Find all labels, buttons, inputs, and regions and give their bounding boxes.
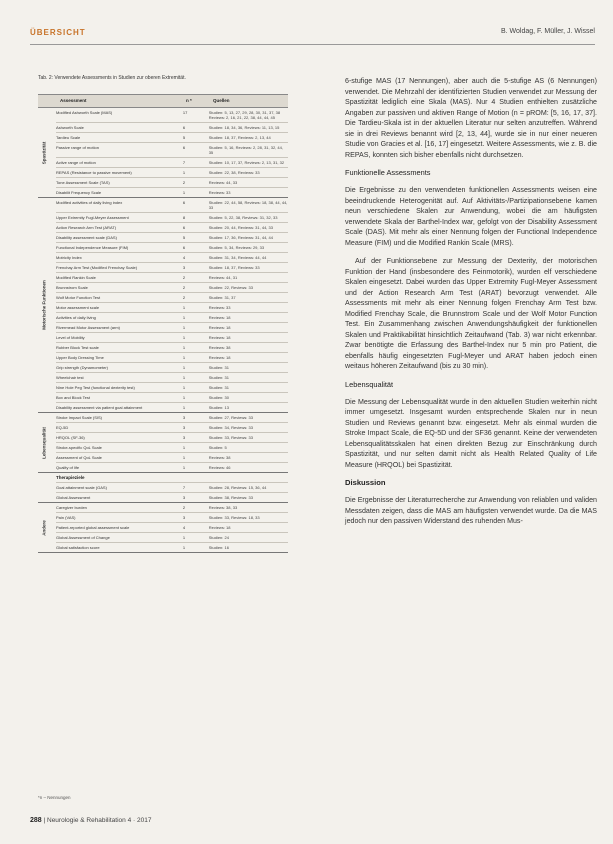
subheading-quality-of-life: Lebensqualität <box>345 379 394 389</box>
cell-assessment: Modified Rankin Scale <box>56 275 96 280</box>
cell-assessment: Stroke Impact Scale (SIS) <box>56 415 103 420</box>
journal-name: Neurologie & Rehabilitation 4 · 2017 <box>47 817 152 824</box>
cell-assessment: REPAS (Resistance to passive movement) <box>56 170 132 175</box>
cell-sources: Studien: 28, Reviews: 15, 36, 44 <box>208 485 267 490</box>
cell-sources: Studien: 38, Reviews: 33 <box>208 495 253 500</box>
cell-count: 4 <box>182 525 186 530</box>
cell-assessment: Pain (VAS) <box>56 515 76 520</box>
table-row <box>56 383 288 393</box>
cell-assessment: Frenchay Arm Test (Modified Frenchay Scale) <box>56 265 138 270</box>
cell-count: 7 <box>182 160 186 165</box>
cell-assessment: EQ-5D <box>56 425 69 430</box>
cell-assessment: Functional Independence Measure (FIM) <box>56 245 129 250</box>
cell-assessment: Action Research Arm Test (ARAT) <box>56 225 117 230</box>
cell-sources: Studien: 13 <box>208 405 229 410</box>
cell-count: 1 <box>182 405 186 410</box>
table-row <box>56 403 288 412</box>
col-header-assessment: Assessment <box>60 98 87 103</box>
cell-assessment: Box and Block Test <box>56 395 90 400</box>
table-row <box>56 108 288 123</box>
cell-assessment: Wolf Motor Function Test <box>56 295 101 300</box>
cell-assessment: Nine Hole Peg Test (functional dexterity test) <box>56 385 135 390</box>
cell-sources: Reviews: 38, 33 <box>208 505 238 510</box>
table-row <box>56 158 288 168</box>
table-group <box>38 413 288 473</box>
cell-assessment: Caregiver burden <box>56 505 87 510</box>
table-row <box>56 343 288 353</box>
cell-count: 6 <box>182 225 186 230</box>
cell-sources: Reviews: 44, 33 <box>208 180 238 185</box>
cell-count: 2 <box>182 180 186 185</box>
cell-count: 2 <box>182 295 186 300</box>
table-row <box>56 233 288 243</box>
cell-assessment: Goal attainment scale (GAS) <box>56 485 107 490</box>
table-group <box>38 108 288 198</box>
cell-sources: Studien: 31, 34, Reviews: 44, 44 <box>208 255 267 260</box>
cell-sources: Studien: 5, 16, Reviews: 2, 28, 31, 32, 44, 35 <box>208 145 283 155</box>
cell-assessment: Assessment of QoL Scale <box>56 455 102 460</box>
cell-assessment: Rivermead Motor Assessment (arm) <box>56 325 121 330</box>
cell-sources: Studien: 22, Reviews: 33 <box>208 285 253 290</box>
cell-count: 1 <box>182 365 186 370</box>
table-row <box>56 263 288 273</box>
cell-count: 1 <box>182 535 186 540</box>
table-row <box>56 443 288 453</box>
cell-count: 5 <box>182 235 186 240</box>
cell-count: 1 <box>182 345 186 350</box>
cell-count: 3 <box>182 415 186 420</box>
paragraph: Die Ergebnisse zu den verwendeten funktionellen Assessments weisen eine beeindruckende Heterogenität auf. Auf Aktivitäts-/Partizipationsebene kamen neun verschiedene Skalen zur Anwendung, wobei die am häufigsten verwendete Skala der Barthel-Index war, gefolgt von der Disability Assessment Scale (DAS). Mit mehr als einer Nennung folgen der Functional Independence Measure (FIM) und die Modified Rankin Scale (MRS). <box>345 186 597 247</box>
cell-sources: Studien: 20, 44, Reviews: 31, 44, 33 <box>208 225 273 230</box>
cell-sources: Studien: 18, 37, Reviews: 33 <box>208 265 260 270</box>
cell-count: 1 <box>182 305 186 310</box>
cell-assessment: Grip strength (Dynamometer) <box>56 365 109 370</box>
cell-sources: Reviews: 18 <box>208 315 231 320</box>
cell-count: 1 <box>182 445 186 450</box>
cell-assessment: Global Assessment of Change <box>56 535 110 540</box>
cell-assessment: HRQOL (SF-36) <box>56 435 85 440</box>
cell-count: 1 <box>182 465 186 470</box>
table-row <box>56 523 288 533</box>
cell-count: 3 <box>182 265 186 270</box>
table-row <box>56 353 288 363</box>
table-row <box>56 313 288 323</box>
table-row <box>56 243 288 253</box>
group-label-text: Motorische Funktionen <box>41 280 47 330</box>
page-number: 288 <box>30 817 42 824</box>
cell-count: 6 <box>182 200 186 205</box>
table-footnote: *n – Nennungen <box>38 795 71 800</box>
cell-sources: Studien: 33, Reviews: 33 <box>208 435 253 440</box>
cell-assessment: Modified Ashworth Scale (MAS) <box>56 110 113 115</box>
group-subheading: Therapieziele <box>56 473 288 483</box>
table-row <box>56 178 288 188</box>
cell-sources: Studien: 10, 17, 37, Reviews: 2, 13, 31, 32 <box>208 160 285 165</box>
cell-count: 3 <box>182 425 186 430</box>
table-row <box>56 533 288 543</box>
cell-count: 6 <box>182 125 186 130</box>
cell-assessment: Disability assessment scale (DAS) <box>56 235 117 240</box>
cell-sources: Studien: 31 <box>208 385 229 390</box>
cell-assessment: Tone Assessment Scale (TAS) <box>56 180 110 185</box>
table-row <box>56 363 288 373</box>
cell-count: 1 <box>182 170 186 175</box>
section-label: ÜBERSICHT <box>30 28 86 37</box>
table-header-row <box>38 94 288 108</box>
table-row <box>56 133 288 143</box>
cell-assessment: Motor assessment scale <box>56 305 100 310</box>
cell-assessment: Upper Body Dressing Time <box>56 355 104 360</box>
cell-sources: Studien: 5, 13, 27, 29, 28, 30, 31, 37, 38 Reviews: 2, 16, 21, 22, 38, 44, 44, 45 <box>208 110 281 120</box>
cell-assessment: Activities of daily living <box>56 315 96 320</box>
cell-assessment: Level of Mobility <box>56 335 85 340</box>
cell-sources: Studien: 5, 22, 38, Reviews: 31, 32, 33 <box>208 215 278 220</box>
page-footer <box>30 817 151 824</box>
cell-sources: Reviews: 38 <box>208 455 231 460</box>
cell-count: 2 <box>182 285 186 290</box>
cell-assessment: Brunnstrom Scale <box>56 285 88 290</box>
cell-count: 3 <box>182 515 186 520</box>
running-header <box>30 26 595 44</box>
table-row <box>56 483 288 493</box>
header-rule <box>30 44 595 45</box>
cell-assessment: Quality of life <box>56 465 80 470</box>
group-label <box>38 108 50 197</box>
col-header-sources: Quellen <box>213 98 230 103</box>
paragraph: Die Messung der Lebensqualität wurde in den aktuellen Studien weiterhin nicht immer umgesetzt. Insgesamt wurden entsprechende Skalen nur in neun Studien und Reviews genannt bzw. eingesetzt. Mehr als einmal wurden die Stroke Impact Scale, die EQ-5D und der SF36 genannt. Keine der verwendeten Lebensqualitätsskalen hat einen direkten Bezug zur Einschränkung durch Spastizität, und nur selten damit nicht als Health Related Quality of Life Measure (HRQOL) bei Spastizität. <box>345 397 597 469</box>
cell-sources: Studien: 17, 36, Reviews: 31, 44, 44 <box>208 235 273 240</box>
cell-sources: Studien: 31, 37 <box>208 295 236 300</box>
cell-count: 7 <box>182 485 186 490</box>
table-row <box>56 373 288 383</box>
assessment-table <box>38 94 288 553</box>
table-row <box>56 513 288 523</box>
cell-assessment: Disability assessment via patient goal attainment <box>56 405 143 410</box>
col-header-count: n * <box>186 98 192 103</box>
cell-assessment: Stroke-specific QoL Scale <box>56 445 102 450</box>
table-row <box>56 503 288 513</box>
cell-count: 6 <box>182 245 186 250</box>
table-row <box>56 333 288 343</box>
body-text-column <box>345 76 597 535</box>
cell-sources: Studien: 22, 44, 58, Reviews: 18, 38, 44, 44, 33 <box>208 200 288 210</box>
cell-assessment: Passive range of motion <box>56 145 99 150</box>
cell-count: 1 <box>182 545 186 550</box>
cell-sources: Reviews: 18 <box>208 325 231 330</box>
cell-sources: Reviews: 33 <box>208 305 231 310</box>
cell-count: 5 <box>182 135 186 140</box>
cell-count: 1 <box>182 190 186 195</box>
cell-assessment: Patient-reported global assessment scale <box>56 525 130 530</box>
cell-sources: Reviews: 38 <box>208 345 231 350</box>
cell-sources: Studien: 33, Reviews: 18, 33 <box>208 515 260 520</box>
cell-count: 17 <box>182 110 188 115</box>
cell-assessment: Rubber Block Test scale <box>56 345 99 350</box>
table-row <box>56 393 288 403</box>
cell-sources: Reviews: 46 <box>208 465 231 470</box>
table-row <box>56 223 288 233</box>
table-row <box>56 198 288 213</box>
cell-sources: Studien: 31 <box>208 365 229 370</box>
cell-sources: Reviews: 44, 31 <box>208 275 238 280</box>
cell-assessment: Global Assessment <box>56 495 91 500</box>
group-label <box>38 413 50 472</box>
group-label-text: Andere <box>41 519 47 536</box>
cell-sources: Studien: 34, Reviews: 33 <box>208 425 253 430</box>
cell-count: 3 <box>182 435 186 440</box>
cell-assessment: Active range of motion <box>56 160 96 165</box>
group-label <box>38 503 50 552</box>
subheading-discussion: Diskussion <box>345 478 386 487</box>
cell-count: 3 <box>182 495 186 500</box>
table-row <box>56 303 288 313</box>
cell-sources: Reviews: 18 <box>208 525 231 530</box>
group-label-text: Spastizität <box>41 141 47 164</box>
cell-assessment: Disabilit Frequency Scale <box>56 190 102 195</box>
cell-assessment: Global satisfaction score <box>56 545 100 550</box>
group-label-text: Lebensqualität <box>41 426 47 459</box>
authors-line: B. Woldag, F. Müller, J. Wissel <box>500 28 595 35</box>
table-body <box>38 108 288 553</box>
table-row <box>56 213 288 223</box>
cell-count: 2 <box>182 505 186 510</box>
table-row <box>56 453 288 463</box>
footer-separator: | <box>43 817 47 824</box>
cell-assessment: Motricity Index <box>56 255 82 260</box>
cell-count: 6 <box>182 145 186 150</box>
table-group <box>38 473 288 503</box>
cell-sources: Reviews: 18 <box>208 335 231 340</box>
cell-sources: Studien: 5, 34, Reviews: 29, 33 <box>208 245 265 250</box>
cell-sources: Studien: 24 <box>208 535 229 540</box>
table-row <box>56 283 288 293</box>
cell-assessment: Wheelchair test <box>56 375 84 380</box>
cell-sources: Studien: 31 <box>208 375 229 380</box>
subheading-functional: Funktionelle Assessments <box>345 168 431 177</box>
table-row <box>56 323 288 333</box>
cell-sources: Reviews: 33 <box>208 190 231 195</box>
cell-sources: Studien: 27, Reviews: 33 <box>208 415 253 420</box>
table-row <box>56 253 288 263</box>
paragraph: Die Ergebnisse der Literaturrecherche zur Anwendung von reliablen und validen Messdaten zeigen, dass die MAS am häufigsten verwendet wurde. Da die MAS jedoch nur den passiven Widerstand des ruhenden Mus- <box>345 496 597 525</box>
cell-sources: Studien: 30 <box>208 395 229 400</box>
cell-count: 4 <box>182 255 186 260</box>
table-row <box>56 463 288 472</box>
cell-assessment: Ashworth Scale <box>56 125 84 130</box>
cell-count: 1 <box>182 335 186 340</box>
cell-sources: Studien: 22, 38, Reviews: 33 <box>208 170 260 175</box>
table-group <box>38 503 288 553</box>
paragraph: 6-stufige MAS (17 Nennungen), aber auch die 5-stufige AS (6 Nennungen) verwendet. Die Mehrzahl der identifizierten Studien verwendet zur Messung der Spastizität lediglich eine Skala (MAS). Nur 4 Studien enthielten zusätzliche Angaben zur passiven und aktiven Range of Motion (n = pROM: [5, 16, 17, 37]. Die Tardieu-Skala ist in der aktuellen Literatur nur selten anzutreffen. Während sie in drei Reviews benannt wird [2, 13, 44], wurde sie in nur einer neueren Studie von Gracies et al. [16, 17] eingesetzt. Weitere Assessments, wie z. B. die REPAS, konnten sich bisher ebenfalls nicht durchsetzen. <box>345 77 597 159</box>
table-row <box>56 433 288 443</box>
cell-sources: Studien: 18, 37, Reviews: 2, 13, 44 <box>208 135 271 140</box>
cell-sources: Reviews: 18 <box>208 355 231 360</box>
cell-sources: Studien: 18, 34, 36, Reviews: 11, 13, 15 <box>208 125 280 130</box>
table-row <box>56 168 288 178</box>
table-row <box>56 543 288 552</box>
table-row <box>56 123 288 133</box>
cell-sources: Studien: 5 <box>208 445 227 450</box>
table-row <box>56 143 288 158</box>
cell-sources: Studien: 16 <box>208 545 229 550</box>
cell-count: 8 <box>182 215 186 220</box>
cell-assessment: Tardieu Scale <box>56 135 81 140</box>
cell-count: 1 <box>182 395 186 400</box>
cell-count: 1 <box>182 385 186 390</box>
table-caption: Tab. 2: Verwendete Assessments in Studien zur oberen Extremität. <box>38 75 186 81</box>
table-row <box>56 273 288 283</box>
table-group <box>38 198 288 413</box>
cell-count: 1 <box>182 325 186 330</box>
cell-assessment: Modified activities of daily living index <box>56 200 123 205</box>
table-row <box>56 493 288 502</box>
cell-count: 2 <box>182 275 186 280</box>
group-label <box>38 198 50 412</box>
paragraph: Auf der Funktionsebene zur Messung der Dexterity, der motorischen Funktion der Hand (insbesondere des Feinmotorik), wurden elf verschiedene Skalen eingesetzt. Dabei wurden das Upper Extremity Fugl-Meyer Assessment und der Action Research Arm Test (ARAT) bevorzugt verwendet. Alle Assessments mit mehr als einer Nennung folgen Frenchay Arm Test bzw. Modified Frenchay Scale, die Brunnstrom Scale und der Wolf Motor Function Test. Ein Zusammenhang zwischen Anwendungshäufigkeit der funktionellen Skalen und Praktikabilität hinsichtlich Zeitaufwand (Tab. 3) war nicht erkennbar. Zwar benötigte die Erfassung des Barthel-Index nur 5 min pro Patient, die ebenfalls häufig eingesetzten Fugl-Meyer und ARAT haben jedoch einen weitaus höheren Zeitaufwand (bis zu 30 min). <box>345 257 597 370</box>
table-row <box>56 293 288 303</box>
table-row <box>56 413 288 423</box>
table-row <box>56 423 288 433</box>
cell-assessment: Upper Extremity Fugl-Meyer Assessment <box>56 215 129 220</box>
cell-count: 1 <box>182 355 186 360</box>
table-row <box>56 188 288 197</box>
cell-count: 1 <box>182 455 186 460</box>
cell-count: 1 <box>182 375 186 380</box>
cell-count: 1 <box>182 315 186 320</box>
